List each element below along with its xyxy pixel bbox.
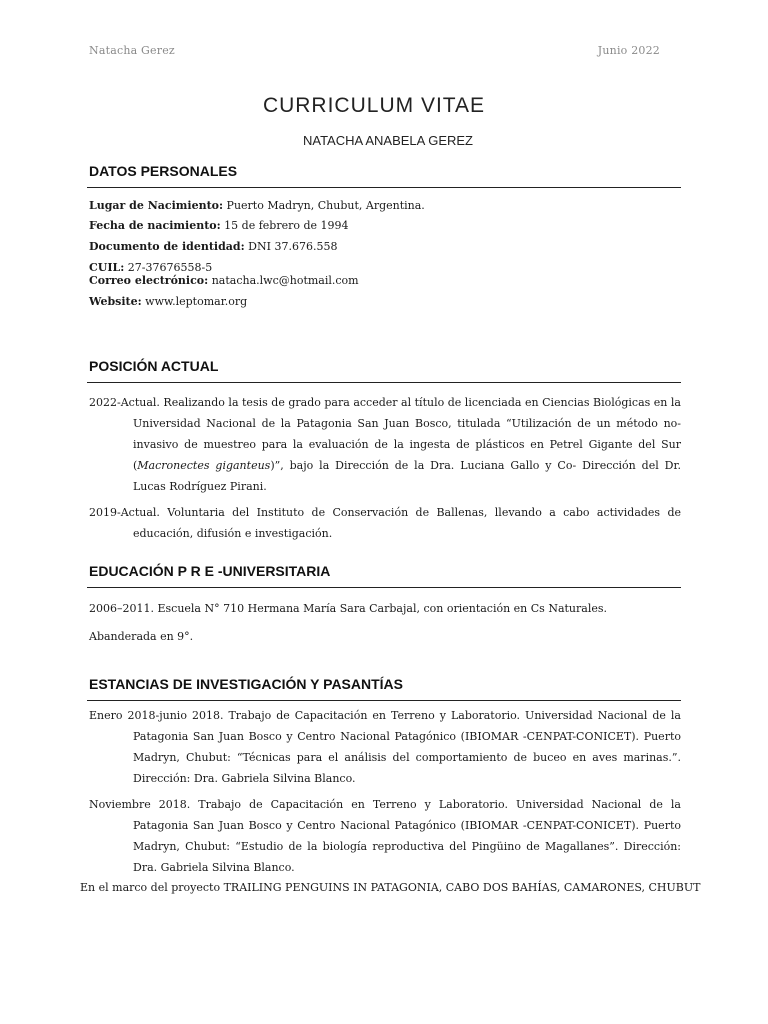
field-website (89, 295, 247, 308)
document-title: CURRICULUM VITAE (262, 94, 486, 117)
person-name: NATACHA ANABELA GEREZ (302, 133, 473, 148)
header-author: Natacha Gerez (89, 44, 175, 57)
section-heading-estancias: ESTANCIAS DE INVESTIGACIÓN Y PASANTÍAS (89, 676, 404, 692)
field-cuil (89, 261, 212, 274)
entry-posicion-voluntaria: 2019-Actual. Voluntaria del Instituto de Conservación de Ballenas, llevando a cabo actividades de educación, difusión e investigación. (89, 506, 681, 540)
field-label: Fecha de nacimiento: (89, 219, 221, 232)
section-divider (87, 587, 681, 588)
field-label: Documento de identidad: (89, 240, 245, 253)
field-fecha-nacimiento (89, 219, 349, 232)
field-value: DNI 37.676.558 (244, 240, 338, 253)
section-heading-datos-personales: DATOS PERSONALES (89, 163, 238, 179)
header-date: Junio 2022 (597, 44, 660, 57)
section-heading-posicion-actual: POSICIÓN ACTUAL (89, 358, 219, 374)
project-note: En el marco del proyecto TRAILING PENGUINS IN PATAGONIA, CABO DOS BAHÍAS, CAMARONES, CHUBUT (80, 881, 701, 894)
field-label: Lugar de Nacimiento: (89, 199, 224, 212)
section-heading-educacion: EDUCACIÓN P R E -UNIVERSITARIA (89, 563, 331, 579)
entry-estancia-enero-2018: Enero 2018-junio 2018. Trabajo de Capacitación en Terreno y Laboratorio. Universidad Nacional de la Patagonia San Juan Bosco y Centro Nacional Patagónico (IBIOMAR -CENPAT-CONICET). Puerto Madryn, Chubut: “Técnicas para el análisis del comportamiento de buceo en aves marinas.”. Dirección: Dra. Gabriela Silvina Blanco. (89, 709, 681, 785)
entry-text: 2022-Actual. Realizando la tesis de grado para acceder al título de licenciada en Ciencias Biológicas en la Universidad Nacional de la Patagonia San Juan Bosco, titulada “Utilización de un método no-invasivo de muestreo para la evaluación de la ingesta de plásticos en Petrel Gigante del Sur ( (89, 396, 681, 472)
entry-abanderada: Abanderada en 9°. (89, 630, 194, 643)
field-label: CUIL: (89, 261, 125, 274)
entry-estancia-noviembre-2018: Noviembre 2018. Trabajo de Capacitación en Terreno y Laboratorio. Universidad Nacional de la Patagonia San Juan Bosco y Centro Nacional Patagónico (IBIOMAR -CENPAT-CONICET). Puerto Madryn, Chubut: “Estudio de la biología reproductiva del Pingüino de Magallanes”. Dirección: Dra. Gabriela Silvina Blanco. (89, 798, 681, 874)
field-lugar-nacimiento (89, 199, 425, 212)
entry-posicion-tesis (89, 392, 681, 497)
entry-escuela: 2006–2011. Escuela N° 710 Hermana María Sara Carbajal, con orientación en Cs Naturales. (89, 602, 607, 615)
field-value: www.leptomar.org (141, 295, 248, 308)
field-label: Correo electrónico: (89, 274, 209, 287)
section-divider (87, 382, 681, 383)
field-value: natacha.lwc@hotmail.com (208, 274, 359, 287)
entry-text: )”, bajo la Dirección de la Dra. Luciana Gallo y Co- Dirección del Dr. Lucas Rodríguez Pirani. (133, 459, 681, 493)
field-documento (89, 240, 337, 253)
field-value: 15 de febrero de 1994 (220, 219, 349, 232)
field-label: Website: (89, 295, 142, 308)
species-name: Macronectes giganteus (137, 459, 271, 472)
field-correo (89, 274, 359, 287)
section-divider (87, 187, 681, 188)
field-value: Puerto Madryn, Chubut, Argentina. (223, 199, 425, 212)
section-divider (87, 700, 681, 701)
field-value: 27-37676558-5 (124, 261, 213, 274)
